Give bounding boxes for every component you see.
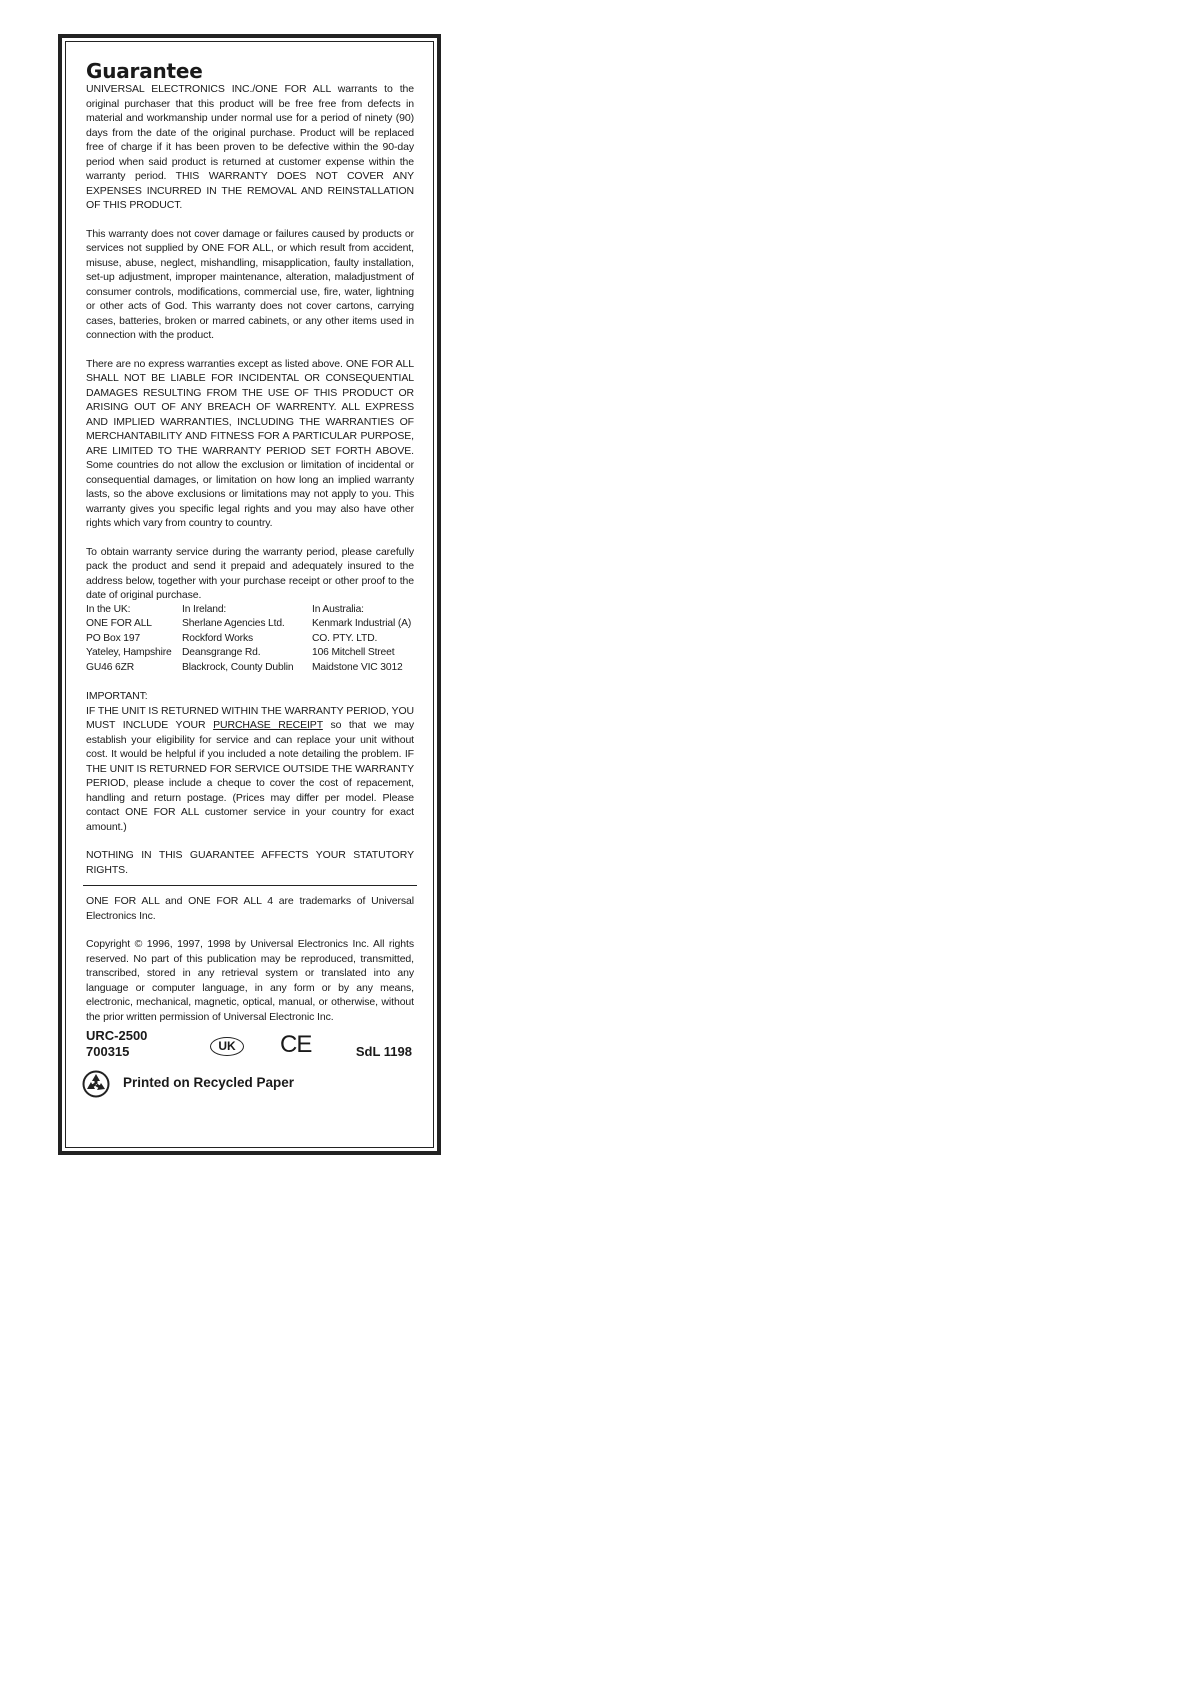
guarantee-card xyxy=(58,34,441,1155)
warranty-paragraph-3: There are no express warranties except as listed above. ONE FOR ALL SHALL NOT BE LIABLE FOR INCIDENTAL OR CONSEQUENTIAL DAMAGES RESULTING FROM THE USE OF THIS PRODUCT OR ARISING OUT OF ANY BREACH OF WARRENTY. ALL EXPRESS AND IMPLIED WARRANTIES, INCLUDING THE WARRANTIES OF MERCHANTABILITY AND FITNESS FOR A PARTICULAR PURPOSE, ARE LIMITED TO THE WARRANTY PERIOD SET FORTH ABOVE. Some countries do not allow the exclusion or limitation of incidental or consequential damages, or limitation on how long an implied warranty lasts, so the above exclusions or limitations may not apply to you. This warranty gives you specific legal rights and you may also have other rights which vary from country to country. xyxy=(86,357,414,529)
copyright-note: Copyright © 1996, 1997, 1998 by Universal Electronics Inc. All rights reserved. No part of this publication may be reproduced, transmitted, transcribed, stored in any retrieval system or translated into any language or computer language, in any form or by any means, electronic, mechanical, magnetic, optical, manual, or otherwise, without the prior written permission of Universal Electronic Inc. xyxy=(86,938,414,1023)
purchase-receipt-emphasis: PURCHASE RECEIPT xyxy=(213,719,323,731)
address-australia-line: 106 Mitchell Street xyxy=(312,647,395,658)
address-uk-line: ONE FOR ALL xyxy=(86,618,152,629)
footer xyxy=(86,1028,414,1100)
address-ireland-line: Sherlane Agencies Ltd. xyxy=(182,618,285,629)
address-australia-heading: In Australia: xyxy=(312,603,364,615)
address-uk-line: PO Box 197 xyxy=(86,632,141,644)
uk-mark-icon: UK xyxy=(210,1037,244,1056)
address-uk-line: GU46 6ZR xyxy=(86,661,135,673)
warranty-paragraph-1: UNIVERSAL ELECTRONICS INC./ONE FOR ALL warrants to the original purchaser that this product will be free free from defects in material and workmanship under normal use for a period of ninety (90) days from the date of the original purchase. Product will be replaced free of charge if it has been proven to be defective within the 90-day period when said product is returned at customer expense within the warranty period. THIS WARRANTY DOES NOT COVER ANY EXPENSES INCURRED IN THE REMOVAL AND REINSTALLATION OF THIS PRODUCT. xyxy=(86,83,414,211)
page-title: Guarantee xyxy=(86,59,203,83)
address-ireland-line: Rockford Works xyxy=(182,632,253,644)
important-heading: IMPORTANT: xyxy=(86,690,148,702)
address-australia-line: Kenmark Industrial (A) xyxy=(312,618,412,629)
address-ireland-line: Blackrock, County Dublin xyxy=(182,661,294,673)
address-australia-line: CO. PTY. LTD. xyxy=(312,632,378,644)
address-uk-line: Yateley, Hampshire xyxy=(86,647,172,658)
address-ireland-line: Deansgrange Rd. xyxy=(182,647,261,658)
address-table xyxy=(86,603,414,676)
guarantee-inner-frame xyxy=(65,41,434,1148)
section-divider xyxy=(83,885,417,886)
statutory-rights-note: NOTHING IN THIS GUARANTEE AFFECTS YOUR STATUTORY RIGHTS. xyxy=(86,849,414,876)
important-paragraph xyxy=(86,704,414,835)
important-lead: IF THE UNIT IS RETURNED WITHIN THE WARRANTY PERIOD, YOU MUST INCLUDE YOUR xyxy=(86,704,414,731)
important-rest: so that we may establish your eligibility for service and can replace your unit without cost. It would be helpful if you included a note detailing the problem. IF THE UNIT IS RETURNED FOR SERVICE OUTSIDE THE WARRANTY PERIOD, please include a cheque to cover the cost of repacement, handling and return postage. (Prices may differ per model. Please contact ONE FOR ALL customer service in your country for exact amount.) xyxy=(86,719,414,833)
address-australia-line: Maidstone VIC 3012 xyxy=(312,661,403,673)
sdl-code: SdL 1198 xyxy=(355,1044,412,1059)
warranty-paragraph-2: This warranty does not cover damage or failures caused by products or services not supplied by ONE FOR ALL, or which result from accident, misuse, abuse, neglect, mishandling, misapplication, faulty installation, set-up adjustment, improper maintenance, alteration, maladjustment of consumer controls, modifications, commercial use, fire, water, lightning or other acts of God. This warranty does not cover cartons, carrying cases, batteries, broken or marred cabinets, or any other items used in connection with the product. xyxy=(86,227,414,341)
model-info xyxy=(86,1028,147,1060)
part-code: 700315 xyxy=(86,1044,130,1059)
ce-mark-icon: CE xyxy=(280,1031,312,1058)
trademark-note: ONE FOR ALL and ONE FOR ALL 4 are trademarks of Universal Electronics Inc. xyxy=(86,895,414,922)
recycle-icon xyxy=(82,1070,110,1098)
address-ireland-heading: In Ireland: xyxy=(182,603,227,615)
model-number: URC-2500 xyxy=(86,1028,148,1043)
warranty-paragraph-4: To obtain warranty service during the warranty period, please carefully pack the product and send it prepaid and adequately insured to the address below, together with your purchase receipt or other proof to the date of original purchase. xyxy=(86,545,414,601)
recycled-paper-note: Printed on Recycled Paper xyxy=(123,1075,295,1090)
address-uk-heading: In the UK: xyxy=(86,603,131,615)
